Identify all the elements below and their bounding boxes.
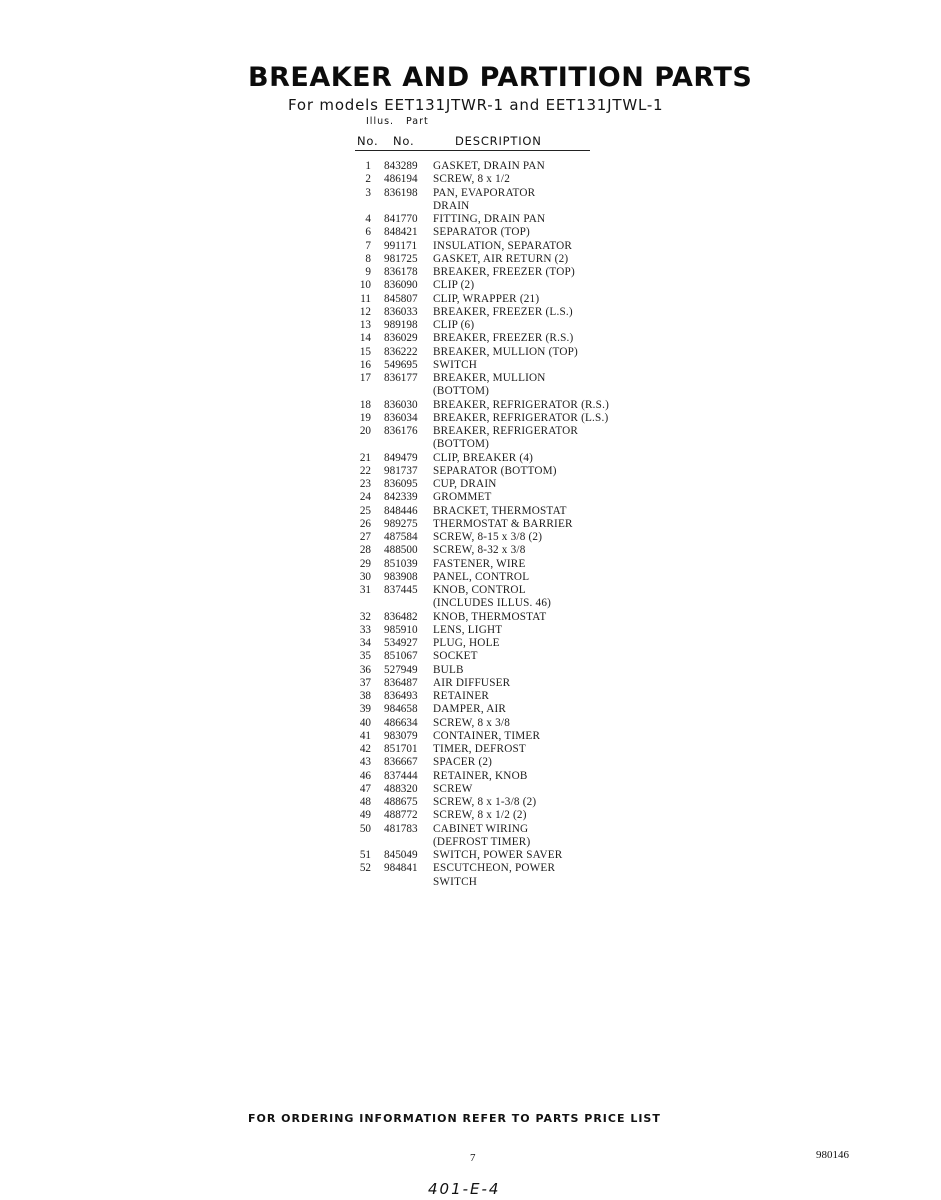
part-number: 488500 (384, 544, 418, 557)
part-number: 851067 (384, 650, 418, 663)
table-row (355, 730, 655, 743)
table-row (355, 823, 655, 836)
table-row (355, 505, 655, 518)
table-row (355, 770, 655, 783)
table-row (355, 187, 655, 200)
part-number: 836030 (384, 398, 418, 411)
illus-number: 17 (359, 372, 371, 384)
part-number: 836493 (384, 690, 418, 702)
illus-number: 15 (359, 345, 371, 358)
part-number: 989198 (384, 319, 418, 331)
part-number: 836198 (384, 186, 418, 199)
part-number: 836482 (384, 610, 418, 623)
table-row (355, 173, 655, 186)
part-number: 845049 (384, 849, 418, 861)
part-description: GROMMET (433, 491, 492, 504)
illus-number: 52 (359, 862, 371, 875)
illus-number: 31 (359, 584, 371, 596)
part-description: CUP, DRAIN (433, 478, 497, 490)
table-row (355, 743, 655, 756)
part-number: 981737 (384, 464, 418, 477)
table-row (355, 452, 655, 465)
table-row (355, 650, 655, 663)
page-title: BREAKER AND PARTITION PARTS (248, 62, 753, 93)
table-row (355, 160, 655, 173)
document-number: 980146 (816, 1149, 849, 1161)
illus-number: 8 (365, 252, 371, 265)
part-description: BREAKER, FREEZER (R.S.) (433, 332, 574, 345)
table-row (355, 624, 655, 637)
part-description: SCREW, 8-32 x 3/8 (433, 544, 526, 557)
table-row (355, 478, 655, 491)
table-row (355, 293, 655, 306)
table-row (355, 438, 655, 451)
illus-number: 6 (365, 226, 371, 239)
part-description: BREAKER, MULLION (433, 372, 546, 384)
illus-number: 39 (359, 703, 371, 716)
illus-number: 41 (359, 729, 371, 742)
part-number: 836029 (384, 332, 418, 345)
part-description: DAMPER, AIR (433, 703, 507, 716)
table-row (355, 240, 655, 253)
illus-number: 42 (359, 743, 371, 755)
table-row (355, 677, 655, 690)
illus-number: 34 (359, 637, 371, 649)
part-number: 848446 (384, 504, 418, 517)
illus-number: 27 (359, 531, 371, 543)
part-description: (DEFROST TIMER) (433, 835, 531, 848)
illus-number: 30 (359, 570, 371, 583)
table-row (355, 690, 655, 703)
part-number: 983908 (384, 570, 418, 583)
part-description: AIR DIFFUSER (433, 676, 511, 689)
part-description: BREAKER, FREEZER (L.S.) (433, 305, 573, 318)
part-number: 836176 (384, 425, 418, 437)
part-number: 851039 (384, 557, 418, 570)
illus-number: 16 (359, 358, 371, 371)
table-row (355, 664, 655, 677)
part-description: SWITCH (433, 875, 478, 888)
part-description: BULB (433, 663, 464, 676)
part-number: 836034 (384, 411, 418, 424)
part-number: 851701 (384, 743, 418, 755)
part-description: SWITCH (433, 358, 478, 371)
illus-number: 35 (359, 650, 371, 663)
part-number: 989275 (384, 517, 418, 530)
part-label: Part (406, 116, 429, 127)
illus-number: 10 (359, 279, 371, 292)
part-number: 836177 (384, 372, 418, 384)
table-row (355, 531, 655, 544)
part-description: FASTENER, WIRE (433, 557, 526, 570)
part-description: RETAINER, KNOB (433, 769, 528, 782)
table-row (355, 717, 655, 730)
illus-number: 24 (359, 491, 371, 504)
illus-number: 25 (359, 504, 371, 517)
illus-number: 23 (359, 478, 371, 490)
table-row (355, 703, 655, 716)
table-row (355, 213, 655, 226)
table-row (355, 637, 655, 650)
illus-number: 51 (359, 849, 371, 861)
part-number: 836178 (384, 266, 418, 278)
part-description: BREAKER, REFRIGERATOR (R.S.) (433, 398, 610, 411)
part-description: SCREW, 8-15 x 3/8 (2) (433, 531, 543, 543)
illus-number: 36 (359, 663, 371, 676)
table-row (355, 200, 655, 213)
part-number: 527949 (384, 663, 418, 676)
part-number: 486634 (384, 716, 418, 729)
part-number: 837444 (384, 769, 418, 782)
illus-number: 18 (359, 398, 371, 411)
table-row (355, 809, 655, 822)
illus-number: 22 (359, 464, 371, 477)
part-number: 488320 (384, 782, 418, 795)
table-row (355, 862, 655, 875)
part-description: SCREW (433, 782, 473, 795)
illus-number: 19 (359, 411, 371, 424)
part-number: 841770 (384, 213, 418, 225)
table-row (355, 611, 655, 624)
part-number: 985910 (384, 623, 418, 636)
column-header-illus-no: No. (357, 134, 379, 148)
column-header-part-no: No. (393, 134, 415, 148)
part-number: 481783 (384, 822, 418, 835)
illus-number: 13 (359, 319, 371, 331)
part-description: (INCLUDES ILLUS. 46) (433, 597, 552, 610)
part-description: SEPARATOR (TOP) (433, 226, 530, 239)
illus-number: 21 (359, 451, 371, 464)
table-row (355, 332, 655, 345)
part-number: 836033 (384, 305, 418, 318)
table-row (355, 399, 655, 412)
illus-number: 3 (365, 186, 371, 199)
table-row (355, 346, 655, 359)
table-row (355, 836, 655, 849)
part-description: GASKET, DRAIN PAN (433, 160, 545, 172)
illus-number: 20 (359, 425, 371, 437)
illus-number: 12 (359, 305, 371, 318)
table-row (355, 372, 655, 385)
table-row (355, 279, 655, 292)
part-description: ESCUTCHEON, POWER (433, 862, 556, 875)
part-description: BREAKER, REFRIGERATOR (433, 425, 579, 437)
part-number: 837445 (384, 584, 418, 596)
table-row (355, 412, 655, 425)
part-description: PLUG, HOLE (433, 637, 500, 649)
part-description: THERMOSTAT & BARRIER (433, 517, 573, 530)
part-description: TIMER, DEFROST (433, 743, 526, 755)
part-number: 849479 (384, 451, 418, 464)
table-row (355, 796, 655, 809)
column-header-description: DESCRIPTION (455, 134, 542, 148)
part-description: SCREW, 8 x 1/2 (433, 173, 510, 186)
illus-number: 48 (359, 796, 371, 808)
part-description: SEPARATOR (BOTTOM) (433, 464, 557, 477)
illus-number: 32 (359, 610, 371, 623)
part-description: INSULATION, SEPARATOR (433, 239, 573, 252)
table-row (355, 544, 655, 557)
table-header (355, 134, 590, 152)
table-row (355, 518, 655, 531)
table-row (355, 306, 655, 319)
part-description: CLIP, WRAPPER (21) (433, 292, 540, 305)
illus-number: 14 (359, 332, 371, 345)
part-description: CLIP (6) (433, 319, 475, 331)
part-description: GASKET, AIR RETURN (2) (433, 252, 569, 265)
part-description: DRAIN (433, 199, 470, 212)
illus-number: 46 (359, 769, 371, 782)
part-number: 488675 (384, 796, 418, 808)
part-description: CABINET WIRING (433, 822, 529, 835)
part-number: 836222 (384, 345, 418, 358)
illus-number: 11 (360, 292, 371, 305)
handwritten-note: 401-E-4 (428, 1180, 501, 1198)
table-row (355, 876, 655, 889)
part-number: 488772 (384, 809, 418, 822)
table-row (355, 491, 655, 504)
illus-number: 38 (359, 690, 371, 702)
part-number: 836090 (384, 279, 418, 292)
part-number: 843289 (384, 160, 418, 172)
table-row (355, 584, 655, 597)
part-description: LENS, LIGHT (433, 623, 503, 636)
illus-number: 7 (365, 239, 371, 252)
part-number: 842339 (384, 491, 418, 504)
part-description: (BOTTOM) (433, 385, 490, 398)
part-description: SCREW, 8 x 1/2 (2) (433, 809, 527, 822)
part-number: 836095 (384, 478, 418, 490)
part-number: 845807 (384, 292, 418, 305)
illus-number: 50 (359, 822, 371, 835)
table-row (355, 783, 655, 796)
table-row (355, 425, 655, 438)
part-number: 486194 (384, 173, 418, 186)
part-description: BRACKET, THERMOSTAT (433, 504, 567, 517)
part-number: 836667 (384, 756, 418, 769)
part-description: RETAINER (433, 690, 490, 702)
illus-number: 33 (359, 623, 371, 636)
part-number: 534927 (384, 637, 418, 649)
part-number: 549695 (384, 358, 418, 371)
page-number: 7 (470, 1152, 476, 1164)
part-number: 848421 (384, 226, 418, 239)
part-description: PANEL, CONTROL (433, 570, 530, 583)
parts-list (355, 160, 655, 889)
table-row (355, 465, 655, 478)
table-row (355, 756, 655, 769)
table-row (355, 359, 655, 372)
header-rule (355, 150, 590, 151)
illus-number: 28 (359, 544, 371, 557)
table-row (355, 385, 655, 398)
part-description: BREAKER, FREEZER (TOP) (433, 266, 575, 278)
part-description: SPACER (2) (433, 756, 493, 769)
part-number: 836487 (384, 676, 418, 689)
part-description: PAN, EVAPORATOR (433, 186, 536, 199)
part-description: KNOB, THERMOSTAT (433, 610, 547, 623)
illus-number: 40 (359, 716, 371, 729)
part-number: 991171 (384, 239, 418, 252)
part-description: SOCKET (433, 650, 478, 663)
models-subtitle: For models EET131JTWR-1 and EET131JTWL-1 (288, 96, 664, 114)
table-row (355, 226, 655, 239)
part-description: CLIP, BREAKER (4) (433, 451, 534, 464)
table-row (355, 849, 655, 862)
illus-number: 1 (365, 160, 371, 172)
table-row (355, 571, 655, 584)
part-number: 984841 (384, 862, 418, 875)
part-description: SWITCH, POWER SAVER (433, 849, 563, 861)
part-description: BREAKER, MULLION (TOP) (433, 345, 578, 358)
part-description: KNOB, CONTROL (433, 584, 526, 596)
part-description: SCREW, 8 x 3/8 (433, 716, 510, 729)
part-description: SCREW, 8 x 1-3/8 (2) (433, 796, 537, 808)
ordering-note: FOR ORDERING INFORMATION REFER TO PARTS PRICE LIST (248, 1112, 661, 1125)
part-number: 984658 (384, 703, 418, 716)
part-number: 981725 (384, 252, 418, 265)
table-row (355, 597, 655, 610)
table-row (355, 253, 655, 266)
illus-number: 49 (359, 809, 371, 822)
illus-number: 43 (359, 756, 371, 769)
illus-number: 4 (365, 213, 371, 225)
table-row (355, 266, 655, 279)
part-description: (BOTTOM) (433, 438, 490, 451)
illus-number: 9 (365, 266, 371, 278)
part-description: CONTAINER, TIMER (433, 729, 541, 742)
part-number: 983079 (384, 729, 418, 742)
part-number: 487584 (384, 531, 418, 543)
illus-number: 37 (359, 676, 371, 689)
illus-number: 2 (365, 173, 371, 186)
part-description: CLIP (2) (433, 279, 475, 292)
table-row (355, 319, 655, 332)
illus-number: 29 (359, 557, 371, 570)
part-description: BREAKER, REFRIGERATOR (L.S.) (433, 411, 609, 424)
illus-number: 47 (359, 782, 371, 795)
illus-label: Illus. (366, 116, 395, 127)
part-description: FITTING, DRAIN PAN (433, 213, 546, 225)
illus-number: 26 (359, 517, 371, 530)
table-row (355, 558, 655, 571)
